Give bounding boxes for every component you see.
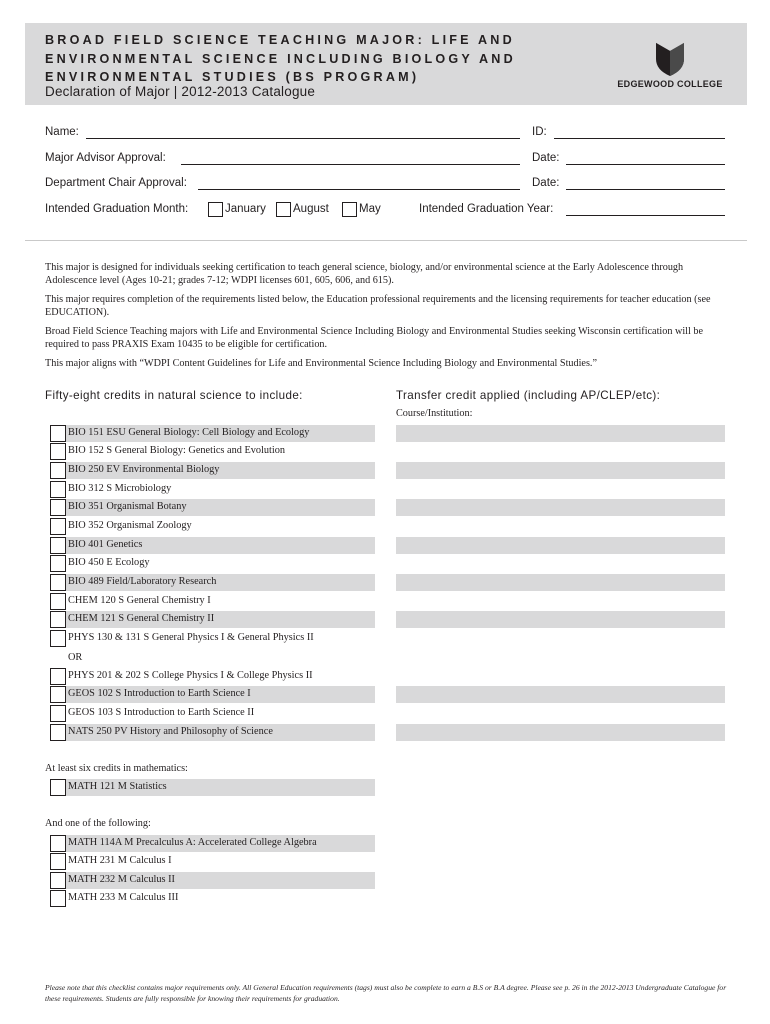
course-row [47, 835, 375, 852]
footnote: Please note that this checklist contains major requirements only. All General Education requirements (tags) must also be complete to earn a B.S or B.A degree. Please see p. 26 in the 2012-2013 Undergraduate Catalogue for these requirements. Students are fully responsible for knowing their requirements for graduation. [45, 983, 727, 1003]
january-checkbox[interactable] [208, 202, 223, 217]
course-row [47, 574, 375, 591]
course-row [47, 779, 375, 796]
course-name: PHYS 201 & 202 S College Physics I & College Physics II [68, 670, 313, 681]
course-row [47, 853, 375, 870]
course-checkbox[interactable] [50, 555, 66, 572]
course-name: GEOS 103 S Introduction to Earth Science II [68, 707, 255, 718]
course-row [47, 443, 375, 460]
grad-year-label: Intended Graduation Year: [419, 203, 554, 215]
course-row [47, 537, 375, 554]
course-checkbox[interactable] [50, 630, 66, 647]
grad-month-label: Intended Graduation Month: [45, 203, 189, 215]
college-logo [611, 39, 729, 95]
course-name: PHYS 130 & 131 S General Physics I & General Physics II [68, 632, 314, 643]
advisor-approval-field[interactable] [181, 164, 520, 165]
course-checkbox[interactable] [50, 481, 66, 498]
shield-icon [654, 39, 686, 77]
id-field[interactable] [554, 138, 725, 139]
course-row [47, 724, 375, 741]
alignment-paragraph: This major aligns with “WDPI Content Guidelines for Life and Environmental Science Including Biology and Environmental Studies.” [45, 358, 597, 369]
transfer-field[interactable] [396, 537, 725, 554]
course-checkbox[interactable] [50, 425, 66, 442]
description-paragraph: This major is designed for individuals seeking certification to teach general science, biology, and/or environmental science at the Early Adolescence through Adolescence level (Ages 10-21; grades 7-12; WDPI licenses 601, 605, 606, and 615). [45, 262, 684, 286]
or-label: OR [68, 652, 83, 663]
grad-year-field[interactable] [566, 215, 725, 216]
course-checkbox[interactable] [50, 779, 66, 796]
course-checkbox[interactable] [50, 462, 66, 479]
course-name: NATS 250 PV History and Philosophy of Science [68, 726, 273, 737]
course-row [47, 686, 375, 703]
course-checkbox[interactable] [50, 574, 66, 591]
header-banner [25, 23, 747, 105]
course-row [47, 462, 375, 479]
course-checkbox[interactable] [50, 443, 66, 460]
course-name: BIO 151 ESU General Biology: Cell Biology and Ecology [68, 427, 310, 438]
page-subtitle: Declaration of Major | 2012-2013 Catalogue [45, 84, 316, 99]
chair-approval-field[interactable] [198, 189, 520, 190]
course-checkbox[interactable] [50, 499, 66, 516]
course-name: MATH 232 M Calculus II [68, 874, 175, 885]
praxis-paragraph: Broad Field Science Teaching majors with Life and Environmental Science Including Biology and Environmental Studies seeking Wisconsin certification will be required to pass PRAXIS Exam 10435 to be eligible for certification. [45, 326, 703, 350]
course-checkbox[interactable] [50, 668, 66, 685]
chair-approval-label: Department Chair Approval: [45, 177, 187, 189]
course-name: BIO 351 Organismal Botany [68, 501, 187, 512]
course-checkbox[interactable] [50, 705, 66, 722]
advisor-date-label: Date: [532, 152, 560, 164]
course-row [47, 705, 375, 722]
course-row [47, 481, 375, 498]
transfer-heading: Transfer credit applied (including AP/CLEP/etc): [396, 389, 661, 402]
august-label: August [293, 203, 329, 215]
course-institution-label: Course/Institution: [396, 408, 473, 419]
course-name: MATH 231 M Calculus I [68, 855, 172, 866]
course-checkbox[interactable] [50, 686, 66, 703]
course-checkbox[interactable] [50, 518, 66, 535]
course-row [47, 630, 375, 647]
name-label: Name: [45, 126, 79, 138]
course-row [47, 425, 375, 442]
course-checkbox[interactable] [50, 890, 66, 907]
course-name: BIO 250 EV Environmental Biology [68, 464, 220, 475]
course-row [47, 555, 375, 572]
chair-date-field[interactable] [566, 189, 725, 190]
course-row [47, 499, 375, 516]
course-row [47, 593, 375, 610]
january-label: January [225, 203, 266, 215]
transfer-field[interactable] [396, 611, 725, 628]
requirements-paragraph: This major requires completion of the requirements listed below, the Education professional requirements and the licensing requirements for teacher education (see EDUCATION). [45, 294, 711, 318]
course-name: CHEM 121 S General Chemistry II [68, 613, 215, 624]
course-name: MATH 114A M Precalculus A: Accelerated College Algebra [68, 837, 317, 848]
course-name: BIO 450 E Ecology [68, 557, 150, 568]
transfer-field[interactable] [396, 686, 725, 703]
may-checkbox[interactable] [342, 202, 357, 217]
course-name: BIO 401 Genetics [68, 539, 143, 550]
course-checkbox[interactable] [50, 835, 66, 852]
transfer-field[interactable] [396, 724, 725, 741]
course-name: BIO 312 S Microbiology [68, 483, 172, 494]
name-field[interactable] [86, 138, 520, 139]
course-checkbox[interactable] [50, 724, 66, 741]
course-checkbox[interactable] [50, 853, 66, 870]
transfer-field[interactable] [396, 425, 725, 442]
course-row [47, 890, 375, 907]
course-name: BIO 489 Field/Laboratory Research [68, 576, 217, 587]
course-name: GEOS 102 S Introduction to Earth Science I [68, 688, 251, 699]
course-name: MATH 121 M Statistics [68, 781, 167, 792]
course-checkbox[interactable] [50, 537, 66, 554]
may-label: May [359, 203, 381, 215]
course-name: BIO 152 S General Biology: Genetics and Evolution [68, 445, 286, 456]
page-title: BROAD FIELD SCIENCE TEACHING MAJOR: LIFE AND ENVIRONMENTAL SCIENCE INCLUDING BIOLOGY AND ENVIRONMENTAL STUDIES (BS PROGRAM) [45, 33, 516, 84]
chair-date-label: Date: [532, 177, 560, 189]
transfer-field[interactable] [396, 499, 725, 516]
transfer-field[interactable] [396, 462, 725, 479]
course-checkbox[interactable] [50, 872, 66, 889]
course-row [47, 668, 375, 685]
course-checkbox[interactable] [50, 611, 66, 628]
transfer-field[interactable] [396, 574, 725, 591]
advisor-date-field[interactable] [566, 164, 725, 165]
course-checkbox[interactable] [50, 593, 66, 610]
advisor-approval-label: Major Advisor Approval: [45, 152, 166, 164]
course-row [47, 872, 375, 889]
august-checkbox[interactable] [276, 202, 291, 217]
course-name: CHEM 120 S General Chemistry I [68, 595, 211, 606]
logo-text: EDGEWOOD COLLEGE [617, 79, 723, 89]
science-heading: Fifty-eight credits in natural science to include: [45, 389, 303, 402]
id-label: ID: [532, 126, 547, 138]
divider [25, 240, 747, 241]
course-row [47, 611, 375, 628]
math-heading: At least six credits in mathematics: [45, 763, 188, 774]
course-name: MATH 233 M Calculus III [68, 892, 179, 903]
course-row [47, 518, 375, 535]
math-choice-heading: And one of the following: [45, 818, 151, 829]
course-name: BIO 352 Organismal Zoology [68, 520, 192, 531]
